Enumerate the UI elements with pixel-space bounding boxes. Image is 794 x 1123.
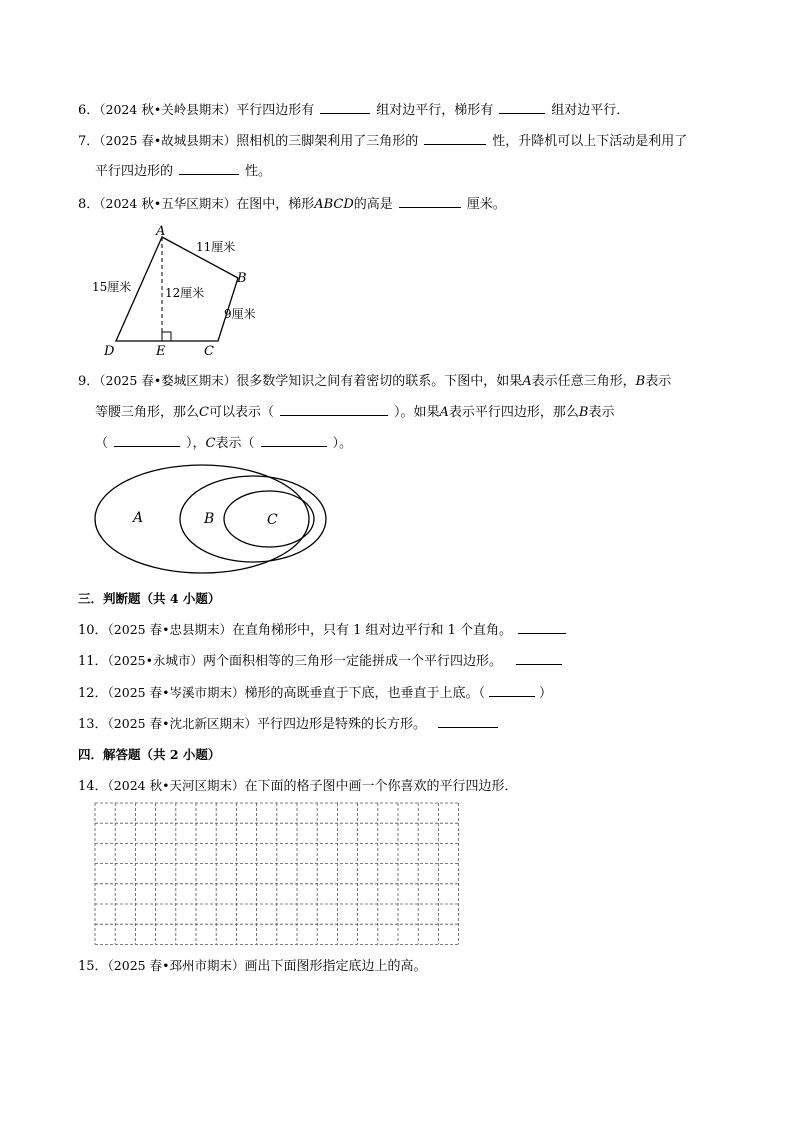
side-label-bc: 9厘米 xyxy=(224,307,256,321)
vertex-label-d: D xyxy=(104,344,115,359)
question-source: （2024 秋•五华区期末） xyxy=(99,196,237,211)
answer-blank[interactable] xyxy=(516,652,562,665)
question-text: ）。 xyxy=(332,436,353,451)
answer-blank[interactable] xyxy=(438,715,498,728)
question-15 xyxy=(78,957,426,976)
question-text: 组对边平行，梯形有 xyxy=(376,103,494,118)
ellipse-b xyxy=(180,476,326,562)
question-source: （2025 春•故城县期末） xyxy=(99,133,237,148)
vertex-label-c: C xyxy=(204,344,214,359)
question-9-line-3 xyxy=(95,434,352,453)
question-text: 表示（ xyxy=(215,436,255,451)
question-9-line-2 xyxy=(95,403,614,422)
question-text: 画出下面图形指定底边上的高。 xyxy=(244,959,427,974)
vertex-label-a: A xyxy=(156,224,166,239)
question-source: （2025 春•岑溪市期末） xyxy=(107,685,245,700)
question-text: 等腰三角形，那么 xyxy=(95,405,200,420)
answer-blank[interactable] xyxy=(320,101,370,114)
question-text: 性，升降机可以上下活动是利用了 xyxy=(492,134,688,149)
question-text: 表示 xyxy=(588,405,615,420)
answer-blank[interactable] xyxy=(424,132,486,145)
vertex-label-b: B xyxy=(237,271,247,286)
question-number: 10． xyxy=(78,623,108,638)
answer-blank[interactable] xyxy=(518,621,566,634)
question-6 xyxy=(78,101,629,120)
venn-label-a: A xyxy=(133,510,144,526)
question-number: 8． xyxy=(78,197,100,212)
answer-blank[interactable] xyxy=(489,684,535,697)
answer-blank[interactable] xyxy=(179,162,239,175)
question-text: 两个面积相等的三角形一定能拼成一个平行四边形。 xyxy=(202,654,502,669)
venn-diagram xyxy=(90,460,330,580)
question-14 xyxy=(78,777,517,796)
section-4-heading: 四．解答题（共 2 小题） xyxy=(78,747,221,762)
question-13 xyxy=(78,715,504,734)
height-label-ae: 12厘米 xyxy=(165,286,205,300)
question-number: 9． xyxy=(78,374,100,389)
vertex-label-e: E xyxy=(156,344,166,359)
trapezoid-figure xyxy=(85,222,275,362)
venn-label-b: B xyxy=(204,511,215,527)
answer-blank[interactable] xyxy=(261,434,327,447)
question-text: 平行四边形是特殊的长方形。 xyxy=(256,717,426,732)
question-number: 7． xyxy=(78,134,100,149)
question-text: 在下面的格子图中画一个你喜欢的平行四边形． xyxy=(244,779,518,794)
variable-b: B xyxy=(635,374,646,389)
question-9 xyxy=(78,372,671,391)
question-source: （2025 春•婺城区期末） xyxy=(99,373,237,388)
question-text: 照相机的三脚架利用了三角形的 xyxy=(236,134,419,149)
variable-a: A xyxy=(439,405,449,420)
question-number: 13． xyxy=(78,717,108,732)
question-text: 的高是 xyxy=(353,197,393,212)
question-source: （2025 春•沈北新区期末） xyxy=(107,716,257,731)
question-text: （ xyxy=(478,686,485,701)
question-text: 平行四边形有 xyxy=(236,103,315,118)
answer-blank[interactable] xyxy=(499,101,545,114)
question-10 xyxy=(78,621,572,640)
question-11 xyxy=(78,652,568,671)
side-label-ad: 15厘米 xyxy=(92,280,132,294)
drawing-grid[interactable] xyxy=(94,802,464,948)
question-7 xyxy=(78,132,687,151)
right-angle-mark xyxy=(162,332,171,341)
question-text: 很多数学知识之间有着密切的联系。下图中，如果 xyxy=(236,374,523,389)
answer-blank[interactable] xyxy=(399,195,461,208)
question-7-cont xyxy=(95,162,271,181)
question-text: 在图中，梯形 xyxy=(236,197,315,212)
question-number: 12． xyxy=(78,686,108,701)
variable-c: C xyxy=(205,436,216,451)
question-text: 在直角梯形中，只有 1 组对边平行和 1 个直角。 xyxy=(231,623,513,638)
question-text: 性。 xyxy=(245,164,272,179)
variable-a: A xyxy=(522,374,532,389)
question-text: 平行四边形的 xyxy=(95,164,174,179)
question-text: 可以表示（ xyxy=(208,405,274,420)
question-text: 梯形的高既垂直于下底，也垂直于上底。 xyxy=(244,686,479,701)
side-label-ab: 11厘米 xyxy=(196,240,236,254)
question-8 xyxy=(78,195,506,214)
question-source: （2025 春•邳州市期末） xyxy=(107,958,245,973)
answer-blank[interactable] xyxy=(114,434,180,447)
question-text: 厘米。 xyxy=(466,197,506,212)
question-text: ） xyxy=(539,686,553,701)
question-12 xyxy=(78,684,552,703)
question-source: （2024 秋•关岭县期末） xyxy=(99,102,237,117)
question-text: 表示任意三角形， xyxy=(531,374,636,389)
question-text: ）， xyxy=(186,436,206,451)
question-text: （ xyxy=(95,436,109,451)
question-number: 11． xyxy=(78,654,108,669)
question-text: ）。如果 xyxy=(393,405,440,420)
question-source: （2025•永城市） xyxy=(107,653,203,668)
variable-b: B xyxy=(578,405,589,420)
section-3-heading: 三．判断题（共 4 小题） xyxy=(78,591,221,606)
answer-blank[interactable] xyxy=(280,403,388,416)
question-text: 表示平行四边形，那么 xyxy=(448,405,579,420)
question-text: 组对边平行． xyxy=(551,103,630,118)
question-source: （2024 秋•天河区期末） xyxy=(107,778,245,793)
trapezoid-name: ABCD xyxy=(314,197,354,212)
venn-label-c: C xyxy=(267,512,278,528)
question-text: 表示 xyxy=(645,374,672,389)
question-number: 15． xyxy=(78,959,108,974)
question-number: 14． xyxy=(78,779,108,794)
question-source: （2025 春•忠县期末） xyxy=(107,622,232,637)
question-number: 6． xyxy=(78,103,100,118)
variable-c: C xyxy=(199,405,209,420)
